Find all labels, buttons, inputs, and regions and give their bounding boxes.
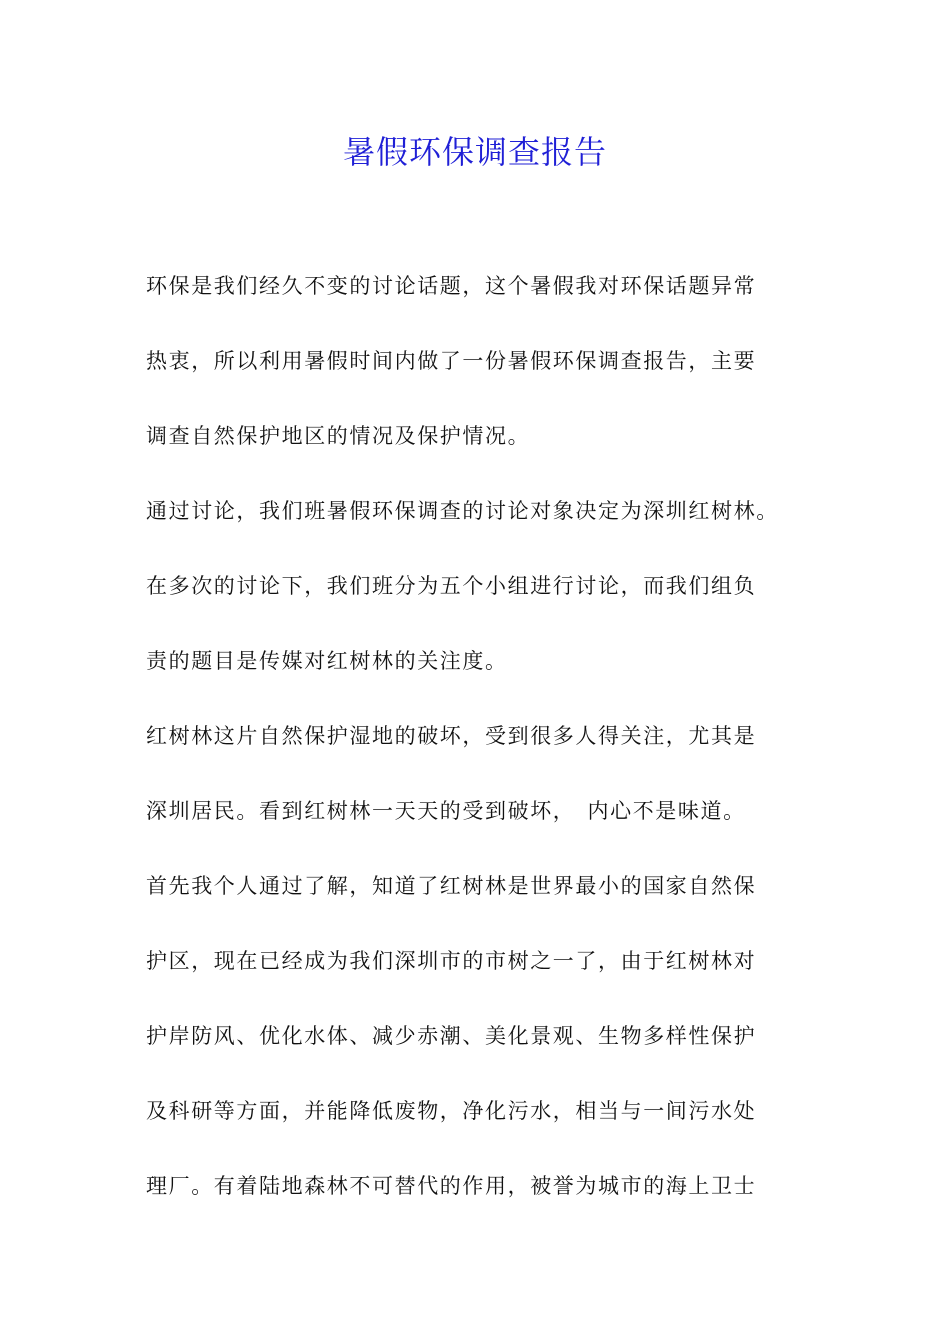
text-line: 深圳居民。看到红树林一天天的受到破坏， 内心不是味道。 [146, 799, 746, 823]
text-line: 护区，现在已经成为我们深圳市的市树之一了，由于红树林对 [146, 949, 757, 973]
text-line: 红树林这片自然保护湿地的破坏，受到很多人得关注，尤其是 [146, 724, 757, 748]
document-body [146, 258, 826, 1233]
text-line: 护岸防风、优化水体、减少赤潮、美化景观、生物多样性保护 [146, 1024, 757, 1048]
text-line: 及科研等方面，并能降低废物，净化污水，相当与一间污水处 [146, 1099, 757, 1123]
text-line: 通过讨论，我们班暑假环保调查的讨论对象决定为深圳红树林。 [146, 499, 779, 523]
text-line: 在多次的讨论下，我们班分为五个小组进行讨论，而我们组负 [146, 574, 757, 598]
text-line: 热衷，所以利用暑假时间内做了一份暑假环保调查报告，主要 [146, 349, 757, 373]
document-title: 暑假环保调查报告 [342, 133, 607, 171]
text-line: 环保是我们经久不变的讨论话题，这个暑假我对环保话题异常 [146, 274, 757, 298]
text-line: 理厂。有着陆地森林不可替代的作用，被誉为城市的海上卫士 [146, 1174, 757, 1198]
text-line: 调查自然保护地区的情况及保护情况。 [146, 424, 531, 448]
text-line: 责的题目是传媒对红树林的关注度。 [146, 649, 508, 673]
text-line: 首先我个人通过了解，知道了红树林是世界最小的国家自然保 [146, 874, 757, 898]
